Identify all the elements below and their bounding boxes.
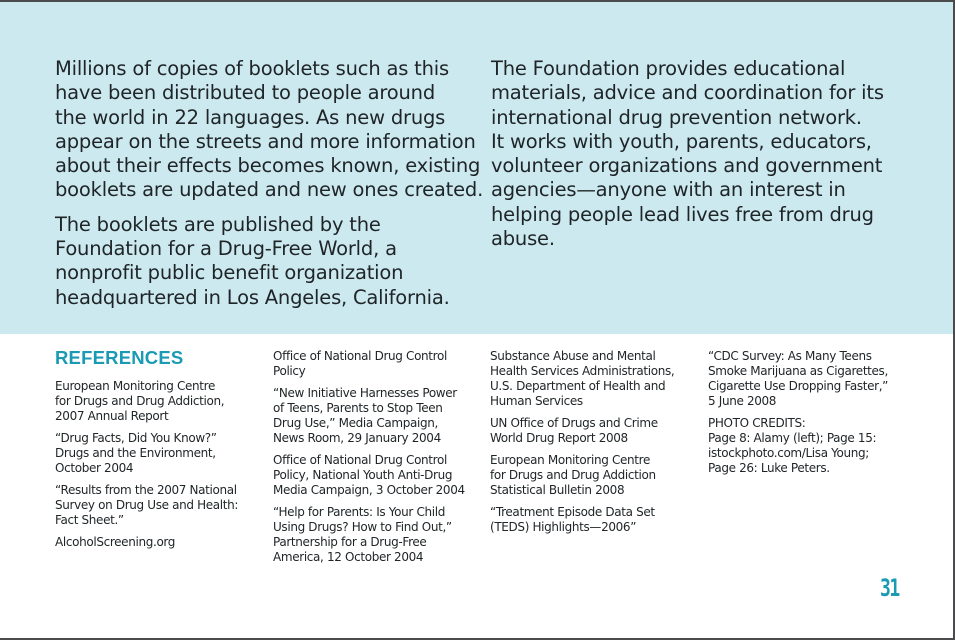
text-line: Statistical Bulletin 2008 (490, 483, 625, 497)
intro-panel (0, 2, 953, 334)
reference-entry (273, 349, 478, 379)
text-line: agencies—anyone with an interest in (491, 178, 846, 202)
reference-entry (55, 483, 255, 528)
text-line: World Drug Report 2008 (490, 431, 628, 445)
text-line: Substance Abuse and Mental (490, 349, 656, 363)
text-line: U.S. Department of Health and (490, 379, 666, 393)
text-line: Partnership for a Drug-Free (273, 535, 427, 549)
reference-entry (490, 349, 695, 409)
text-line: volunteer organizations and government (491, 154, 883, 178)
text-line: The booklets are published by the (55, 212, 381, 236)
text-line: Smoke Marijuana as Cigarettes, (708, 364, 888, 378)
text-line: have been distributed to people around (55, 81, 436, 105)
text-line: “Drug Facts, Did You Know?” (55, 431, 217, 445)
text-line: PHOTO CREDITS: (708, 416, 806, 430)
intro-paragraph (55, 213, 475, 310)
text-line: Cigarette Use Dropping Faster,” (708, 379, 889, 393)
photo-credits (708, 416, 908, 476)
text-line: “Results from the 2007 National (55, 483, 237, 497)
text-line: 5 June 2008 (708, 394, 777, 408)
text-line: Office of National Drug Control (273, 453, 447, 467)
text-line: Foundation for a Drug-Free World, a (55, 237, 397, 261)
reference-entry (490, 505, 695, 535)
text-line: UN Office of Drugs and Crime (490, 416, 658, 430)
text-line: Page 26: Luke Peters. (708, 461, 830, 475)
reference-entry (273, 505, 478, 565)
references-heading: REFERENCES (55, 347, 184, 368)
references-column-1 (55, 347, 255, 557)
text-line: News Room, 29 January 2004 (273, 431, 441, 445)
text-line: Policy (273, 364, 306, 378)
page-number: 31 (880, 574, 899, 602)
text-line: Human Services (490, 394, 583, 408)
text-line: AlcoholScreening.org (55, 535, 176, 549)
text-line: October 2004 (55, 461, 134, 475)
references-column-2 (273, 347, 478, 572)
intro-paragraph (55, 57, 484, 203)
text-line: Office of National Drug Control (273, 349, 447, 363)
text-line: “CDC Survey: As Many Teens (708, 349, 872, 363)
intro-paragraph (491, 57, 891, 251)
text-line: for Drugs and Drug Addiction, (55, 394, 225, 408)
text-line: European Monitoring Centre (490, 453, 650, 467)
text-line: appear on the streets and more information (55, 129, 476, 153)
text-line: (TEDS) Highlights—2006” (490, 520, 637, 534)
text-line: “Treatment Episode Data Set (490, 505, 655, 519)
references-column-3 (490, 347, 695, 542)
reference-entry (273, 453, 478, 498)
text-line: The Foundation provides educational (491, 57, 846, 80)
reference-entry (708, 349, 908, 409)
text-line: “Help for Parents: Is Your Child (273, 505, 445, 519)
text-line: America, 12 October 2004 (273, 550, 424, 564)
intro-right-column (491, 57, 891, 261)
reference-entry (55, 431, 255, 476)
reference-entry (55, 379, 255, 424)
text-line: Media Campaign, 3 October 2004 (273, 483, 465, 497)
text-line: Policy, National Youth Anti-Drug (273, 468, 453, 482)
text-line: 2007 Annual Report (55, 409, 169, 423)
text-line: Millions of copies of booklets such as this (55, 57, 449, 80)
text-line: helping people lead lives free from drug (491, 202, 874, 226)
text-line: “New Initiative Harnesses Power (273, 386, 457, 400)
text-line: nonprofit public benefit organization (55, 261, 404, 285)
text-line: Drugs and the Environment, (55, 446, 216, 460)
text-line: Survey on Drug Use and Health: (55, 498, 239, 512)
text-line: European Monitoring Centre (55, 379, 215, 393)
reference-entry (273, 386, 478, 446)
text-line: booklets are updated and new ones created. (55, 178, 484, 202)
intro-left-column (55, 57, 484, 320)
reference-entry (55, 535, 255, 550)
text-line: istockphoto.com/Lisa Young; (708, 446, 870, 460)
text-line: Page 8: Alamy (left); Page 15: (708, 431, 877, 445)
text-line: the world in 22 languages. As new drugs (55, 105, 446, 129)
reference-entry (490, 416, 695, 446)
text-line: Fact Sheet.” (55, 513, 124, 527)
text-line: about their effects becomes known, existing (55, 154, 481, 178)
text-line: Drug Use,” Media Campaign, (273, 416, 438, 430)
reference-entry (490, 453, 695, 498)
text-line: materials, advice and coordination for its (491, 81, 884, 105)
text-line: of Teens, Parents to Stop Teen (273, 401, 443, 415)
text-line: international drug prevention network. (491, 105, 862, 129)
text-line: headquartered in Los Angeles, California. (55, 285, 450, 309)
references-column-4 (708, 347, 908, 483)
text-line: Using Drugs? How to Find Out,” (273, 520, 452, 534)
text-line: for Drugs and Drug Addiction (490, 468, 656, 482)
text-line: abuse. (491, 227, 555, 251)
text-line: It works with youth, parents, educators, (491, 129, 872, 153)
text-line: Health Services Administrations, (490, 364, 675, 378)
